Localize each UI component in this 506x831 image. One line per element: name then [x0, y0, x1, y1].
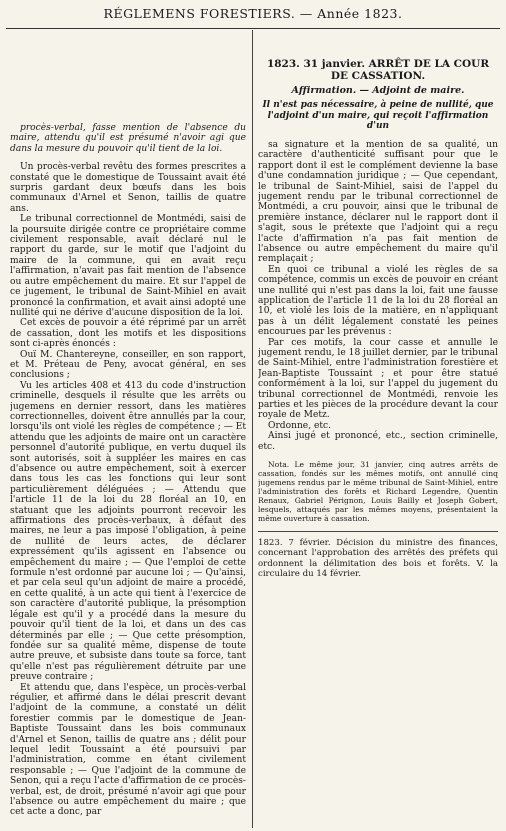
arret-date: 1823. 31 janvier.: [266, 58, 365, 70]
decision-entry: 1823. 7 février. Décision du ministre des finances, concernant l'approbation des arrêtés des préfets qui ordonnent la délimitation des bois et forêts. V. la circulaire du 14 février.: [258, 538, 498, 579]
left-paragraph-2: Le tribunal correctionnel de Montmédi, saisi de la poursuite dirigée contre ce propriétaire comme civilement responsable, avait déclaré nul le rapport du garde, sur le motif que l'adjoint du maire de la commune, qui en avait reçu l'affirmation, n'avait pas fait mention de l'absence ou autre empêchement du maire. Et sur l'appel de ce jugement, le tribunal de Saint-Mihiel en avait prononcé la confirmation, et avait ainsi adopté une nullité qui ne dérive d'aucune disposition de la loi.: [10, 214, 246, 318]
header-dash: —: [299, 6, 313, 21]
right-paragraph-2: En quoi ce tribunal a violé les règles de sa compétence, commis un excès de pouvoir en créant une nullité qui n'est pas dans la loi, fait une fausse application de l'article 11 de la loi du 28 floréal an 10, et violé les lois de la matière, en n'appliquant pas à un délit légalement constaté les peines encourues par les prévenus :: [258, 264, 498, 338]
header-rule: [6, 28, 500, 29]
header-title: RÉGLEMENS FORESTIERS.: [103, 6, 296, 21]
right-paragraph-5: Ainsi jugé et prononcé, etc., section criminelle, etc.: [258, 431, 498, 452]
header-year: Année 1823.: [317, 6, 403, 21]
right-paragraph-4: Ordonne, etc.: [268, 420, 331, 431]
arret-summary: Il n'est pas nécessaire, à peine de nullité, que l'adjoint d'un maire, qui reçoit l'affirmation d'un: [262, 100, 494, 132]
left-paragraph-5: Vu les articles 408 et 413 du code d'instruction criminelle, desquels il résulte que les arrêts ou jugemens en dernier ressort, dans les matières correctionnelles, doivent être annullés par la cour, lorsqu'ils ont violé les règles de compétence ; — Et attendu que les adjoints de maire ont un caractère personnel d'autorité publique, en vertu duquel ils sont autorisés, soit à suppléer les maires en cas d'absence ou autre empêchement, soit à exercer dans tous les cas les fonctions qui leur sont particulièrement déléguées ; — Attendu que l'article 11 de la loi du 28 floréal an 10, en statuant que les adjoints pourront recevoir les affirmations des procès-verbaux, à défaut des maires, ne leur a pas imposé l'obligation, à peine de nullité de leurs actes, de déclarer expressément qu'ils agissent en l'absence ou empêchement du maire ; — Que l'emploi de cette formule n'est ordonné par aucune loi ; — Qu'ainsi, et par cela seul qu'un adjoint de maire a procédé, en cette qualité, à un acte qui tient à l'exercice de son caractère d'autorité publique, la présomption légale est qu'il y a procédé dans la mesure du pouvoir qu'il tient de la loi, et dans un des cas déterminés par elle ; — Que cette présomption, fondée sur sa qualité même, dispense de toute autre preuve, et subsiste dans toute sa force, tant qu'elle n'est pas régulièrement détruite par une preuve contraire ;: [10, 380, 246, 683]
left-paragraph-4: Ouï M. Chantereyne, conseiller, en son rapport, et M. Préteau de Peny, avocat général, en ses conclusions ;: [10, 349, 246, 381]
left-paragraph-3: Cet excès de pouvoir a été réprimé par un arrêt de cassation, dont les motifs et les dispositions sont ci-après énoncés :: [10, 318, 246, 350]
left-paragraph-6: Et attendu que, dans l'espèce, un procès-verbal régulier, et affirmé dans le délai prescrit devant l'adjoint de la commune, a constaté un délit forestier commis par le domestique de Jean-Baptiste Toussaint dans les bois communaux d'Arnel et Senon, taillis de quatre ans ; délit pour lequel ledit Toussaint a été poursuivi par l'administration, comme en étant civilement responsable ; — Que l'adjoint de la commune de Senon, qui a reçu l'acte d'affirmation de ce procès-verbal, est, de droit, présumé n'avoir agi que pour l'absence ou autre empêchement du maire ; que cet acte a donc, par: [10, 682, 246, 818]
left-intro-italic: procès-verbal, fasse mention de l'absence du maire, attendu qu'il est présumé n'avoir agi que dans la mesure du pouvoir qu'il tient de la loi.: [10, 123, 246, 154]
column-divider: [252, 30, 253, 828]
nota-note: Nota. Le même jour, 31 janvier, cinq autres arrêts de cassation, fondés sur les mêmes motifs, ont annullé cinq jugemens rendus par le même tribunal de Saint-Mihiel, entre l'administration des forêts et Richard Legendre, Quentin Renaux, Gabriel Pérignon, Louis Bailly et Joseph Gobert, lesquels, attaqués par les mêmes moyens, présentaient la même ouverture à cassation.: [258, 460, 498, 524]
right-paragraph-1: sa signature et la mention de sa qualité, un caractère d'authenticité suffisant pour que le rapport dont il est le complément devienne la base d'une condamnation juridique ; — Que cependant, le tribunal de Saint-Mihiel, saisi de l'appel du jugement rendu par le tribunal correctionnel de Montmédi, a cru pouvoir, ainsi que le tribunal de première instance, déclarer nul le rapport dont il s'agit, sous le prétexte que l'adjoint qui a reçu l'acte d'affirmation n'a pas fait mention de l'absence ou autre empêchement du maire qu'il remplaçait ;: [258, 139, 498, 265]
running-header: [0, 6, 506, 26]
arret-subject: Affirmation. — Adjoint de maire.: [291, 85, 465, 96]
left-paragraph-1: Un procès-verbal revêtu des formes prescrites a constaté que le domestique de Toussaint avait été surpris gardant deux bœufs dans les bois communaux d'Arnel et Senon, taillis de quatre ans.: [10, 162, 246, 214]
section-rule: [258, 531, 498, 532]
arret-title: ARRÊT DE LA COUR DE CASSATION.: [330, 58, 490, 82]
left-column: [10, 30, 246, 830]
right-paragraph-3: Par ces motifs, la cour casse et annulle le jugement rendu, le 18 juillet dernier, par le tribunal de Saint-Mihiel, entre l'administration forestière et Jean-Baptiste Toussaint ; et pour être statué conformément à la loi, sur l'appel du jugement du tribunal correctionnel de Montmédi, renvoie les parties et les pièces de la procédure devant la cour royale de Metz.: [258, 337, 498, 421]
right-column: [258, 30, 498, 830]
arret-heading: [258, 58, 498, 82]
